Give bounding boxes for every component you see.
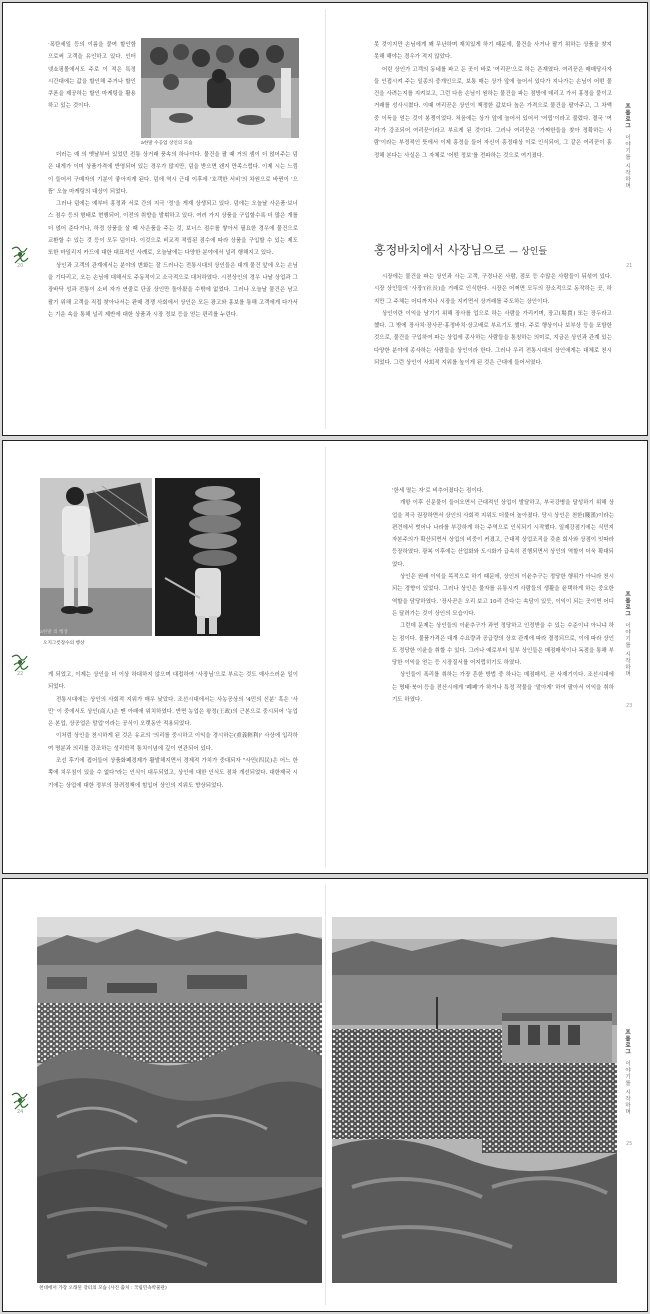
chapter-label [623,1029,631,1115]
heading-subtitle: — 상인들 [509,247,548,257]
section-heading [374,241,547,258]
paragraph: '한세 멸는 자'로 비추어졌다는 점이다. [392,488,484,494]
text-column [48,149,298,427]
paragraph: 그러나 덤에는 예부터 흥정과 서로 간의 지극 '정'을 게재 상생되고 있다. 덤에는 오늘날 사은품·보너스 점수 등의 형태로 현행되어, 이전의 취향을 발휘하고 있다. 여러 가지 상품을 구입할수록 더 많은 개를 더 얹어 준다거나, 하정 상품을 살 때 사은품을 주는 것, 보너스 점수를 쌓아서 필요한 경우에 물건으로 교환할 수 있는 것 등이 모두 덤이다. 이것으로 비교적 적립된 점수에 따라 상품을 구입할 수 있는 제도 또한 마일리지 카드에 대한 대표적인 사례로, 오늘날에는 다양한 분야에서 널리 행해지고 있다. [48,201,298,257]
paragraph: 상인과 고객의 관계에서는 분야의 변화는 잘 드러나는 전통시대의 상인들은 대개 물건 앞에 오는 손님을 기다리고, 오는 손님에 대해서도 주동적이고 소극적으로 대처하였다. 시전상인의 경우 나날 상업과 그 장바닥 성과 전통이 소비 자가 연줄로 단골 상인만 돌아왔을 수밖에 없었다. 그러나 오늘날 물건은 남고 팔기 위해 고객을 직접 찾아나서는 판매 경쟁 사회에서 상인은 모든 광고와 홍보를 통해 고객에게 다가서는 기운 속을 통해 널리 제반에 대한 상품과 시장 정보 등을 얻는 편리를 누린다. [48,262,298,318]
page-number: 20 [17,263,24,269]
chapter-label-text: 프롤로그 [624,103,630,129]
peddler-photo-left [40,478,152,636]
chapter-label-text: 프롤로그 [624,591,630,617]
chapter-label-text: 프롤로그 [624,1029,630,1055]
paragraph: 상인은 원래 이익을 목적으로 하기 때문에, 상인의 이윤추구는 정당한 행위가 아니라 천시되는 경향이 있었다. 그러나 상인은 물자를 유통시켜 사람들의 생활을 윤택하게 하는 중요한 역할을 담당하였다. '장사꾼은 오리 보고 10리 간다'는 속담이 있듯, 이익이 되는 곳이면 어디든 달려가는 것이 상인의 모습이다. [392,574,614,617]
spread-2 [2,440,648,874]
text-column-top [374,39,612,229]
spread-1 [2,2,648,436]
chapter-label [623,103,631,189]
chapter-label [623,591,631,677]
paragraph: 게 되었고, 이제는 상인을 더 이상 하대하지 않으며 대접하여 '사장님'으로 부르는 것도 예사스러운 일이 되었다. [48,672,298,691]
text-column [392,485,614,869]
chapter-title-text: 이야기를 시작하며 [624,1060,630,1116]
page-25 [326,879,648,1311]
paragraph: 개항 이후 신문물이 들어오면서 근대적인 상업이 발달하고, 부국강병을 달성하기 위해 상업을 적극 권장하면서 상인의 사회적 지위도 더불어 높아졌다. 당시 상인은 천한(賤漢)이라는 편견에서 벗어나 나라를 부강하게 하는 주역으로 인식되기 시작했다. 일제강점기에는 식민지 자본주의가 확산되면서 상업의 비중이 커졌고, 근대적 상업조직을 갖춘 회사와 상점이 잇따라 등장하였다. 광복 이후에는 산업화와 도시화가 급속히 진행되면서 상인의 역할이 더욱 확대되었다. [392,500,614,568]
paragraph: 어린 상인가 고객의 동네를 파고 든 곳이 바로 '여리꾼'으로 하는 존재였다. 여리꾼은 매매당사자들 인접시켜 주는 일종의 중개인으로, 보통 매는 상가 앞에 늘어서 있다가 지나가는 손님이 어떤 물건을 사려는지를 지켜보고, 그런 다음 손님이 원하는 물건을 파는 점방에 데리고 가서 홍정을 붙이고 거래를 성사시켰다. 이때 여리꾼은 상인이 책정한 값보다 높은 가격으로 물건을 팔아주고, 그 차액 중 이득을 얻는 것이 봉쟁이었다. 처음에는 상가 앞에 늘어서 있어서 '여립'이라고 불렀다. 결국 '여리'가 강조되어 여리꾼이라고 부르게 된 것이다. 그러나 여리꾼은 '가짜한들을 찾아 정확하는 사람'이라는 부정적인 뜻에서 이제 흥정을 들어 자신이 흥정대상 이로 인식되어, 그 같은 여리꾼이 흥정해 본다는 사실은 그 자체로 '어떤 정보'를 전파하는 것으로 여기졌다. [374,66,612,159]
market-photo-right [332,917,617,1283]
paragraph: 더러는 예 의 옛날부터 있었던 전통 상거래 풍속의 하나이다. 물건을 팔 때 거의 셈이 더 얹어주는 덤은 내게가 이미 상품가격에 반영되어 있는 경우가 많지만, 덤을 받으면 왠지 만족스럽다. 이제 시는 느낌이 들어서 구매자의 기분이 좋아지게 된다. 덤에 역시 근대 이후에 '호객한 서비'의 차원으로 바뀐이 '으뜸' 오늘 마케팅의 대상이 되었다. [48,152,298,195]
page-23 [326,441,648,873]
market-photo-left [37,917,322,1283]
paragraph: 상인들이 폭리를 취하는 가장 흔한 방법 중 하나는 매점매석, 곧 사재기이다. 조선시대에는 명태·북어 등을 전산시에게 '폐폐'가 하거나 특정 작물을 '맡아게' 하여 팔아서 이익을 취하기도 하였다. [392,672,614,704]
text-column-bottom [374,271,612,429]
peddler-photo-right [155,478,260,636]
page-number: 22 [17,671,24,677]
chapter-title-text: 이야기를 시작하며 [624,622,630,678]
text-column [48,669,298,869]
paragraph: 이처럼 상인을 천시하게 된 것은 유교의 '의리를 중시하고 이익을 경시하는(重義輕利)' 사상에 입각하여 명분과 의리를 강조하는 성리학적 통치이념에 깊이 연관되어 있다. [48,733,298,752]
paragraph: 전통시대에는 상인의 사회적 지위가 매우 낮았다. 조선시대에서는 사농공상의 '4민의 신분' 혹은 '사민' 이 중에서도 상인(商人)은 맨 아래에 위치하였다. 반면 농업은 왕정(王政)의 근본으로 중시되어 '농업은 본업, 상공업은 말업'이라는 공식이 오랫동안 적용되었다. [48,696,298,728]
page-number: 25 [626,1141,633,1147]
spread-3 [2,878,648,1312]
paragraph: 조선 후기에 접어들어 상품화폐경제가 활발해지면서 경제적 가치가 중대되자 "사민(四民)은 어느 한쪽에 치우침이 있을 수 없다"라는 인식이 대두되었고, 상인에 대한 인식도 점차 개선되었다. 대한제국 시기에는 상업에 대한 정부의 장려정책에 힘입어 상인의 지위도 향상되었다. [48,758,298,789]
paragraph: ·폭탄세일 등의 이름을 붙여 할인함으로써 고객을 유인하고 있다. 인터넷쇼핑몰에서도 주로 이 적은 특정 시간대에는 값을 할인해 주거나 할인쿠폰을 제공하는 할인 마케팅을 활용하고 있는 것이다. [48,42,136,110]
page-number: 24 [17,1109,24,1115]
heading-title: 홍정바치에서 사장님으로 [374,243,506,257]
page-20 [3,3,325,435]
photo-caption: a한말 수공업 상인의 모습 [141,141,193,146]
page-21 [326,3,648,435]
paragraph: 그런데 문제는 상인들의 이윤추구가 과연 정당하고 인정받을 수 있는 수준이냐 아니냐 하는 점이다. 물품가격은 대개 수요량과 공급량의 상호 관계에 따라 결정되므로, 이에 따라 상인도 정당한 이윤을 취할 수 있다. 그러나 예로부터 일부 상인들은 매점매석이나 독점을 통해 부당한 이익을 얻는 등 시장질서를 어지럽히기도 하였다. [392,623,614,667]
page-number: 23 [626,703,633,709]
page-24 [3,879,325,1311]
paragraph: 못 것이지만 손님에게 꽤 무난하며 재치있게 하기 때문에, 물건을 사거나 팔기 위하는 상품을 찾지 못해 해야는 경우가 적지 않았다. [374,42,612,61]
photo-caption: 오지그릇장수의 행상 [43,641,85,646]
craftsman-photo [141,38,299,138]
photo-caption: 천대에서 가장 오래된 장터의 모습 (사진 출처 : 국립민속박물관) [39,1286,167,1291]
photo-caption-inline: a한말 의 행상 [40,630,68,635]
page-number: 21 [626,263,633,269]
paragraph: 시장에는 물건을 파는 상인과 사는 고객, 구경나온 사람, 점포 등 수많은 사람들이 뒤섞여 있다. 시장 상인들의 '사장'(社長)을 거래로 인식한다. 시장은 어쩌면 모두의 장소적으로 동작하는 곳, 하지만 그 주체는 어디까지나 시장을 지키면서 상거래를 주도하는 상인이다. [374,274,612,305]
page-22 [3,441,325,873]
chapter-title-text: 이야기를 시작하며 [624,134,630,190]
paragraph: 상인이란 이익을 남기기 위해 장사를 업으로 하는 사람을 가리키며, 장고(場賈) 또는 장두라고 했다. 그 밖에 장사치·장사꾼·홍정바치·상고배로 부르기도 했다. 주로 행상이나 보부상 등을 포함한 것으로, 물건을 구입하여 파는 상업에 종사하는 사람들을 통칭하는 의미로, 지금은 상인과 관계 있는 다양한 분야에 종사하는 사람들을 상인이라 한다. 그러나 우리 전통시대의 상인에게는 대체로 천시되었다. 그런 상인이 사회적 지위를 높이게 된 것은 근대에 들어서였다. [374,310,612,367]
